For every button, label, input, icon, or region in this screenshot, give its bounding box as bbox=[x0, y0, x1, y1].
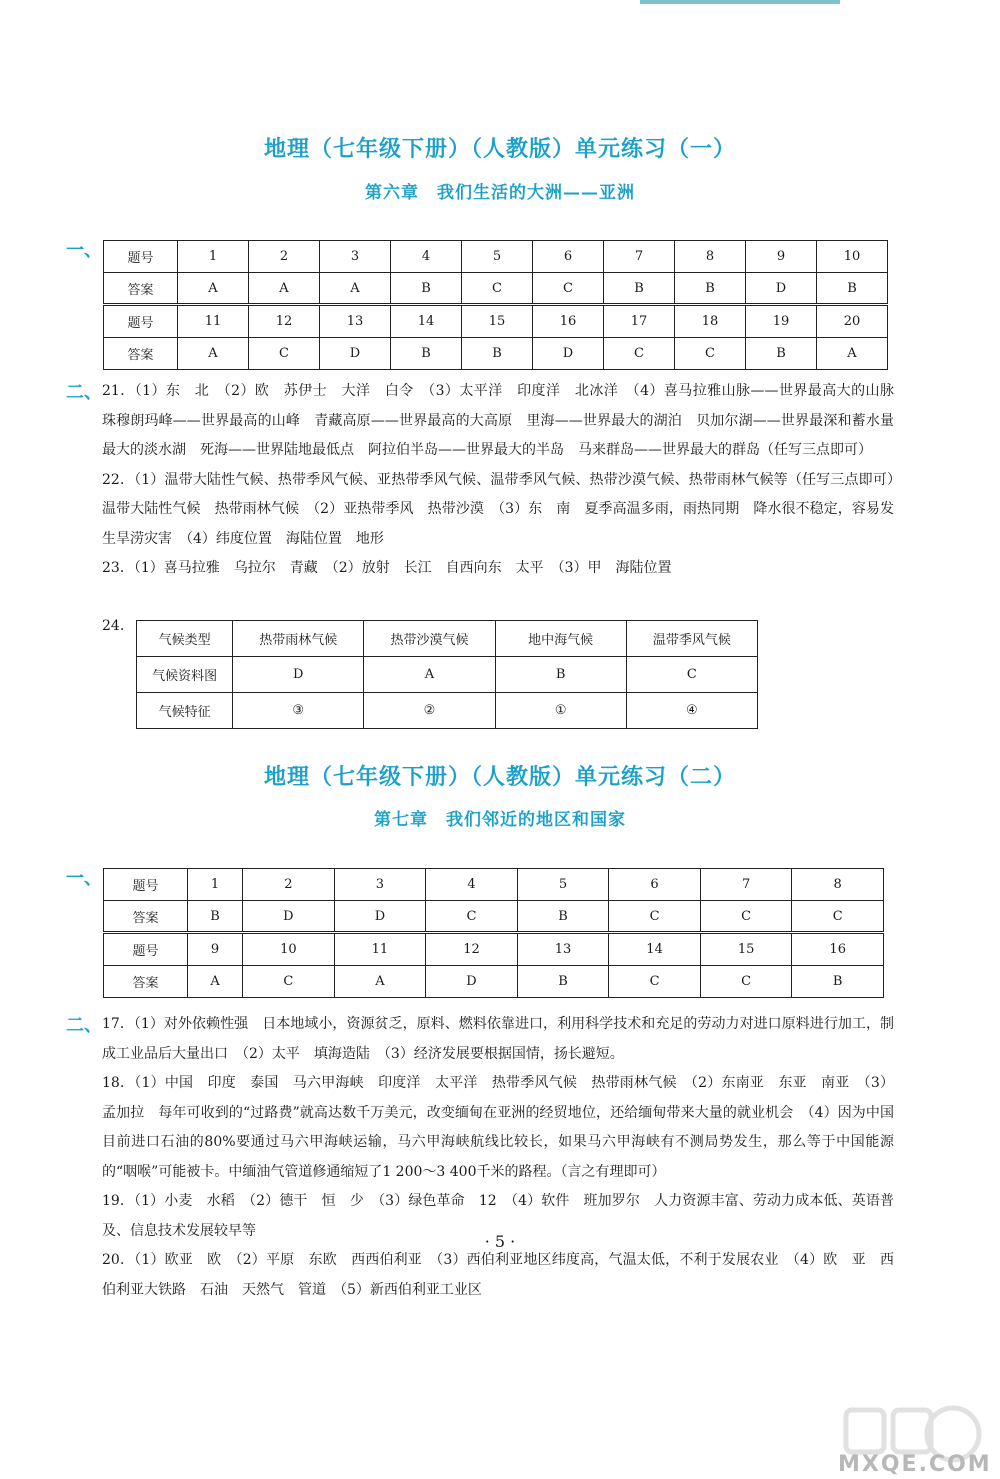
row-label: 答案 bbox=[104, 966, 188, 998]
table-cell: C bbox=[426, 901, 518, 933]
table-row bbox=[137, 621, 758, 657]
unit1-answers-block bbox=[102, 377, 908, 584]
table-cell: 19 bbox=[746, 305, 817, 338]
table-cell: 3 bbox=[320, 241, 391, 273]
unit1-section1-mark: 一、 bbox=[66, 240, 102, 261]
row-label: 答案 bbox=[104, 901, 188, 933]
table-row bbox=[104, 966, 884, 998]
answer-q21: 21．（1）东 北 （2）欧 苏伊士 大洋 白令 （3）太平洋 印度洋 北冰洋 （4）喜马拉雅山脉——世界最高大的山脉 珠穆朗玛峰——世界最高的山峰 青藏高原——世界最高的大高原 里海——世界最大的湖泊 贝加尔湖——世界最深和蓄水量最大的淡水湖 死海——世界陆地最低点 阿拉伯半岛——世界最大的半岛 马来群岛——世界最大的群岛（任写三点即可） bbox=[102, 383, 908, 458]
table-row bbox=[104, 338, 888, 370]
table-cell: B bbox=[517, 966, 609, 998]
table-cell: C bbox=[609, 901, 701, 933]
table-cell: A bbox=[188, 966, 243, 998]
table-cell: 9 bbox=[188, 933, 243, 966]
table-cell: 13 bbox=[517, 933, 609, 966]
table-cell: D bbox=[320, 338, 391, 370]
table-cell: 16 bbox=[792, 933, 884, 966]
row-label: 题号 bbox=[104, 241, 178, 273]
table-cell: B bbox=[188, 901, 243, 933]
table-cell: 12 bbox=[249, 305, 320, 338]
table-cell: B bbox=[391, 273, 462, 305]
table-cell: 14 bbox=[391, 305, 462, 338]
table-cell: 18 bbox=[675, 305, 746, 338]
table-cell: D bbox=[426, 966, 518, 998]
table-cell: ③ bbox=[233, 693, 364, 729]
table-cell: 5 bbox=[462, 241, 533, 273]
table-cell: 11 bbox=[334, 933, 426, 966]
table-cell: 14 bbox=[609, 933, 701, 966]
unit2-title: 地理（七年级下册）（人教版）单元练习（二） bbox=[263, 764, 736, 790]
table-cell: 温带季风气候 bbox=[626, 621, 757, 657]
answer-q18: 18．（1）中国 印度 泰国 马六甲海峡 印度洋 太平洋 热带季风气候 热带雨林气候 （2）东南亚 东亚 南亚 （3）孟加拉 每年可收到的“过路费”就高达数千万美元，改变缅甸在亚洲的经贸地位，还给缅甸带来大量的就业机会 （4）因为中国目前进口石油的80%要通过马六甲海峡运输，马六甲海峡航线比较长，如果马六甲海峡有不测局势发生，那么等于中国能源的“咽喉”可能被卡。中缅油气管道修通缩短了1 200～3 400千米的路程。（言之有理即可） bbox=[102, 1075, 894, 1180]
table-cell: 5 bbox=[517, 869, 609, 901]
answer-q20: 20．（1）欧亚 欧 （2）平原 东欧 西西伯利亚 （3）西伯利亚地区纬度高，气温太低，不利于发展农业 （4）欧 亚 西伯利亚大铁路 石油 天然气 管道 （5）新西伯利亚工业区 bbox=[102, 1252, 894, 1298]
row-label: 题号 bbox=[104, 869, 188, 901]
table-cell: 7 bbox=[700, 869, 792, 901]
table-cell: C bbox=[700, 901, 792, 933]
table-cell: 热带雨林气候 bbox=[233, 621, 364, 657]
table-row bbox=[104, 241, 888, 273]
table-cell: 4 bbox=[426, 869, 518, 901]
table-cell: 1 bbox=[178, 241, 249, 273]
table-cell: 6 bbox=[609, 869, 701, 901]
row-label: 答案 bbox=[104, 338, 178, 370]
table-cell: C bbox=[243, 966, 335, 998]
table-row bbox=[137, 657, 758, 693]
table-cell: A bbox=[249, 273, 320, 305]
table-row bbox=[104, 273, 888, 305]
table-cell: A bbox=[178, 338, 249, 370]
climate-table bbox=[136, 620, 758, 729]
table-cell: B bbox=[792, 966, 884, 998]
table-cell: 10 bbox=[817, 241, 888, 273]
row-label: 答案 bbox=[104, 273, 178, 305]
table-cell: 15 bbox=[462, 305, 533, 338]
table-cell: 17 bbox=[604, 305, 675, 338]
table-cell: D bbox=[533, 338, 604, 370]
table-cell: 气候类型 bbox=[137, 621, 233, 657]
table-cell: D bbox=[334, 901, 426, 933]
table-cell: 8 bbox=[792, 869, 884, 901]
table-cell: C bbox=[609, 966, 701, 998]
table-cell: C bbox=[533, 273, 604, 305]
table-cell: 3 bbox=[334, 869, 426, 901]
table-row bbox=[104, 933, 884, 966]
table-cell: B bbox=[746, 338, 817, 370]
table-cell: 20 bbox=[817, 305, 888, 338]
table-cell: 12 bbox=[426, 933, 518, 966]
table-cell: D bbox=[243, 901, 335, 933]
table-cell: A bbox=[817, 338, 888, 370]
answer-q17: 17．（1）对外依赖性强 日本地域小，资源贫乏，原料、燃料依靠进口，利用科学技术和充足的劳动力对进口原料进行加工，制成工业品后大量出口 （2）太平 填海造陆 （3）经济发展要根据国情，扬长避短。 bbox=[102, 1016, 894, 1062]
table-cell: B bbox=[391, 338, 462, 370]
table-cell: A bbox=[178, 273, 249, 305]
row-label: 题号 bbox=[104, 305, 178, 338]
table-cell: B bbox=[495, 657, 626, 693]
table-cell: B bbox=[675, 273, 746, 305]
table-cell: 2 bbox=[243, 869, 335, 901]
table-cell: 4 bbox=[391, 241, 462, 273]
table-cell: 气候资料图 bbox=[137, 657, 233, 693]
unit2-section1-mark: 一、 bbox=[66, 868, 102, 889]
table-cell: 气候特征 bbox=[137, 693, 233, 729]
table-cell: C bbox=[700, 966, 792, 998]
unit1-title: 地理（七年级下册）（人教版）单元练习（一） bbox=[263, 136, 736, 162]
table-cell: C bbox=[462, 273, 533, 305]
table-cell: B bbox=[517, 901, 609, 933]
table-cell: ④ bbox=[626, 693, 757, 729]
table-cell: 热带沙漠气候 bbox=[364, 621, 495, 657]
table-cell: A bbox=[320, 273, 391, 305]
table-cell: C bbox=[249, 338, 320, 370]
table-cell: 10 bbox=[243, 933, 335, 966]
row-label: 题号 bbox=[104, 933, 188, 966]
table-cell: C bbox=[626, 657, 757, 693]
table-cell: D bbox=[233, 657, 364, 693]
answer-q23: 23．（1）喜马拉雅 乌拉尔 青藏 （2）放射 长江 自西向东 太平 （3）甲 海陆位置 bbox=[102, 560, 672, 576]
table-row bbox=[137, 693, 758, 729]
table-row bbox=[104, 901, 884, 933]
table-cell: C bbox=[604, 338, 675, 370]
table-cell: B bbox=[817, 273, 888, 305]
answer-q22: 22．（1）温带大陆性气候、热带季风气候、亚热带季风气候、温带季风气候、热带沙漠气候、热带雨林气候等（任写三点即可） 温带大陆性气候 热带雨林气候 （2）亚热带季风 热带沙漠 （3）东 南 夏季高温多雨，雨热同期 降水很不稳定，容易发生旱涝灾害 （4）纬度位置 海陆位置 地形 bbox=[102, 471, 908, 547]
table-cell: C bbox=[675, 338, 746, 370]
table-cell: 16 bbox=[533, 305, 604, 338]
header-decoration bbox=[640, 0, 840, 4]
page-number: · 5 · bbox=[484, 1232, 516, 1251]
unit2-chapter: 第七章 我们邻近的地区和国家 bbox=[374, 810, 626, 830]
unit2-section2-mark: 二、 bbox=[66, 1015, 102, 1036]
table-cell: A bbox=[364, 657, 495, 693]
table-row bbox=[104, 305, 888, 338]
table-cell: B bbox=[462, 338, 533, 370]
table-cell: 2 bbox=[249, 241, 320, 273]
watermark-text: MXQE.COM bbox=[838, 1452, 992, 1477]
q24-number: 24. bbox=[102, 618, 125, 634]
answer-q19: 19．（1）小麦 水稻 （2）德干 恒 少 （3）绿色革命 12 （4）软件 班加罗尔 人力资源丰富、劳动力成本低、英语普及、信息技术发展较早等 bbox=[102, 1193, 894, 1239]
table-cell: 13 bbox=[320, 305, 391, 338]
unit2-answers-block bbox=[102, 1010, 894, 1305]
table-cell: ② bbox=[364, 693, 495, 729]
table-cell: 6 bbox=[533, 241, 604, 273]
table-cell: 7 bbox=[604, 241, 675, 273]
table-cell: 9 bbox=[746, 241, 817, 273]
unit1-section2-mark: 二、 bbox=[66, 382, 102, 403]
table-cell: C bbox=[792, 901, 884, 933]
table-cell: 地中海气候 bbox=[495, 621, 626, 657]
table-cell: 11 bbox=[178, 305, 249, 338]
unit2-answer-table bbox=[103, 868, 884, 998]
table-cell: 8 bbox=[675, 241, 746, 273]
table-cell: 1 bbox=[188, 869, 243, 901]
unit1-chapter: 第六章 我们生活的大洲——亚洲 bbox=[365, 183, 635, 203]
table-row bbox=[104, 869, 884, 901]
unit1-answer-table bbox=[103, 240, 888, 370]
table-cell: 15 bbox=[700, 933, 792, 966]
table-cell: D bbox=[746, 273, 817, 305]
table-cell: B bbox=[604, 273, 675, 305]
table-cell: A bbox=[334, 966, 426, 998]
table-cell: ① bbox=[495, 693, 626, 729]
